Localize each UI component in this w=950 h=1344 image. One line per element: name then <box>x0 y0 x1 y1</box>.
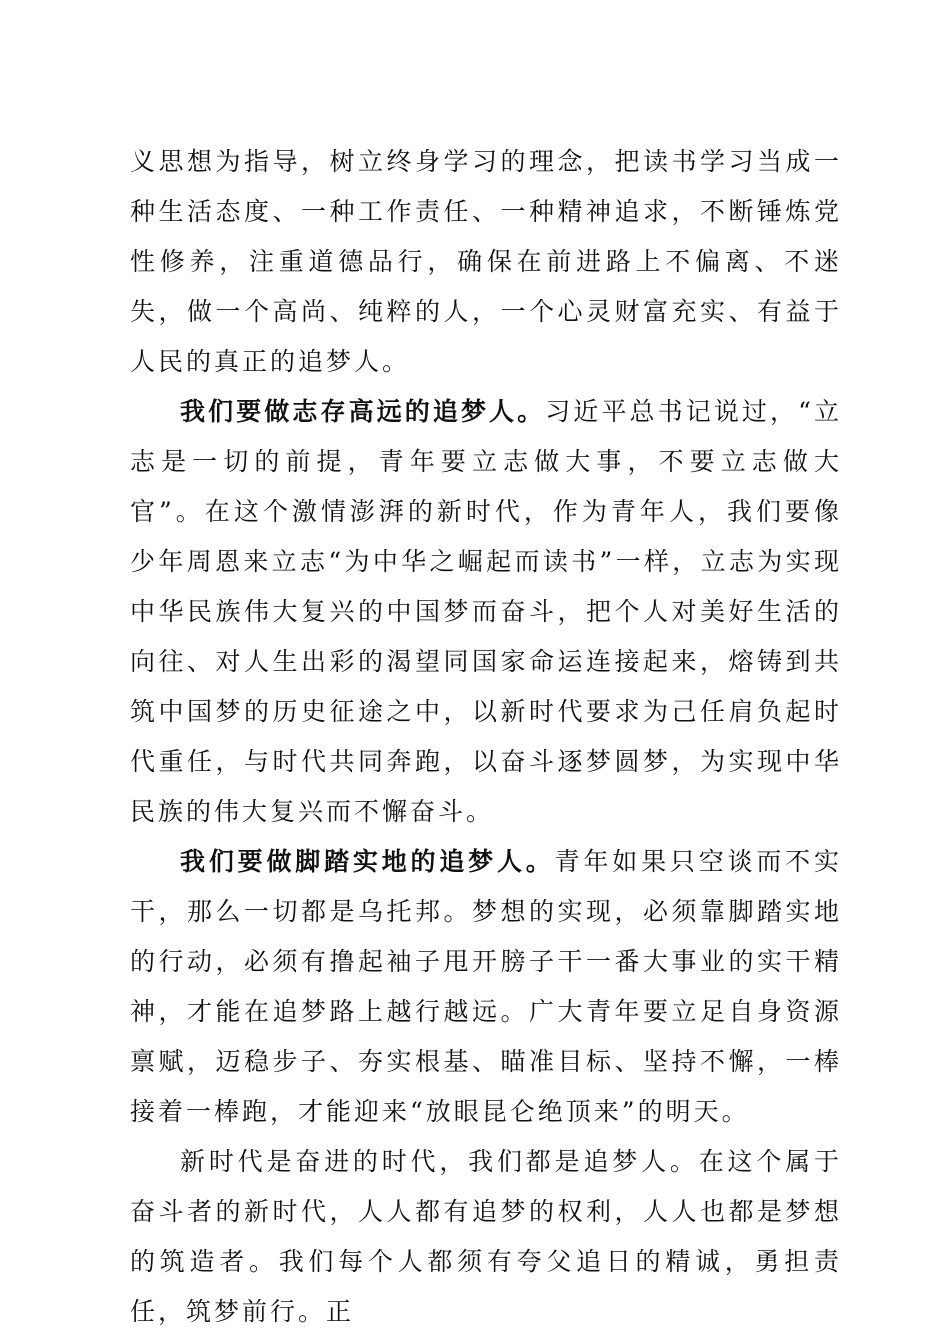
paragraph-continuation <box>130 137 842 387</box>
paragraph-new-era <box>130 1137 842 1337</box>
paragraph-heading: 我们要做脚踏实地的追梦人。 <box>180 847 555 876</box>
paragraph-down-to-earth <box>130 837 842 1137</box>
paragraph-text: 习近平总书记说过，“立志是一切的前提，青年要立志做大事，不要立志做大官”。在这个激情澎湃的新时代，作为青年人，我们要像少年周恩来立志“为中华之崛起而读书”一样，立志为实现中华民族伟大复兴的中国梦而奋斗，把个人对美好生活的向往、对人生出彩的渴望同国家命运连接起来，熔铸到共筑中国梦的历史征途之中，以新时代要求为己任肩负起时代重任，与时代共同奔跑，以奋斗逐梦圆梦，为实现中华民族的伟大复兴而不懈奋斗。 <box>130 397 842 826</box>
document-body <box>130 137 842 1337</box>
paragraph-text: 新时代是奋进的时代，我们都是追梦人。在这个属于奋斗者的新时代，人人都有追梦的权利，人人也都是梦想的筑造者。我们每个人都须有夸父追日的精诚，勇担责任，筑梦前行。正 <box>130 1147 842 1326</box>
paragraph-text: 义思想为指导，树立终身学习的理念，把读书学习当成一种生活态度、一种工作责任、一种精神追求，不断锤炼党性修养，注重道德品行，确保在前进路上不偏离、不迷失，做一个高尚、纯粹的人，一个心灵财富充实、有益于人民的真正的追梦人。 <box>130 147 842 376</box>
paragraph-text: 青年如果只空谈而不实干，那么一切都是乌托邦。梦想的实现，必须靠脚踏实地的行动，必须有撸起袖子甩开膀子干一番大事业的实干精神，才能在追梦路上越行越远。广大青年要立足自身资源禀赋，迈稳步子、夯实根基、瞄准目标、坚持不懈，一棒接着一棒跑，才能迎来“放眼昆仑绝顶来”的明天。 <box>130 847 842 1126</box>
paragraph-aspire-high <box>130 387 842 837</box>
paragraph-heading: 我们要做志存高远的追梦人。 <box>180 397 546 426</box>
